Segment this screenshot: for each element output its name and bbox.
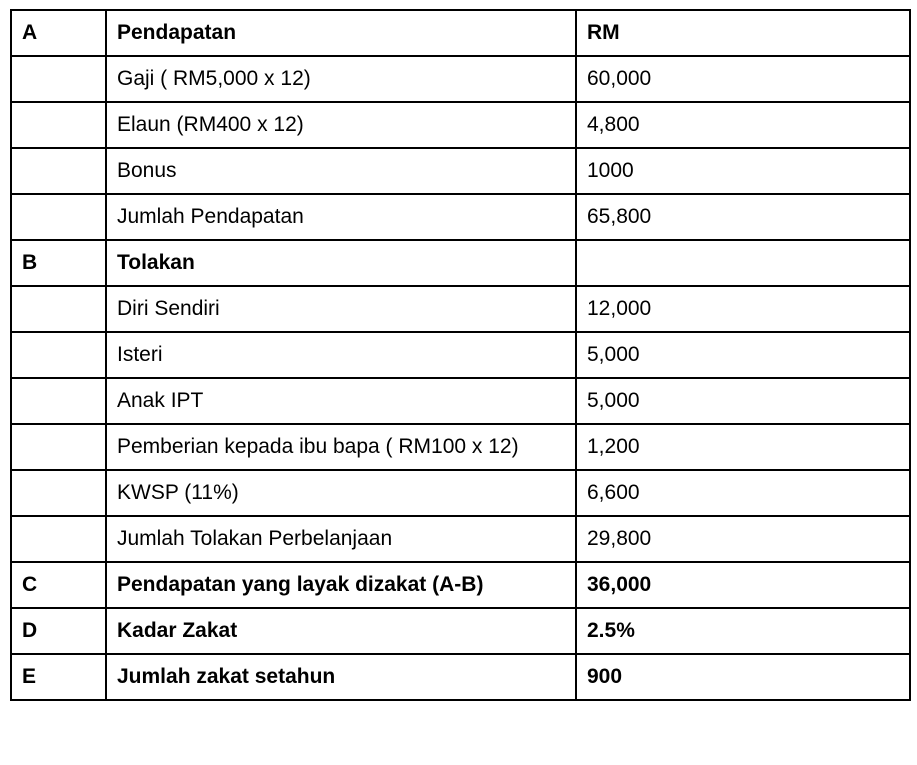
row-code-cell: B [11,240,106,286]
row-value-cell: 1,200 [576,424,910,470]
row-item-cell: Gaji ( RM5,000 x 12) [106,56,576,102]
row-code-cell [11,286,106,332]
table-row [11,286,910,332]
row-value-cell [576,240,910,286]
table-row [11,424,910,470]
row-code-cell [11,424,106,470]
table-row [11,470,910,516]
row-code-cell [11,194,106,240]
table-row [11,10,910,56]
row-value-cell: 29,800 [576,516,910,562]
row-item-cell: Pendapatan yang layak dizakat (A-B) [106,562,576,608]
row-code-cell [11,378,106,424]
row-code-cell: A [11,10,106,56]
table-row [11,240,910,286]
zakat-table-body [11,10,910,700]
table-row [11,516,910,562]
row-value-cell: 36,000 [576,562,910,608]
row-item-cell: Jumlah Pendapatan [106,194,576,240]
table-row [11,332,910,378]
row-item-cell: Anak IPT [106,378,576,424]
row-code-cell [11,516,106,562]
row-item-cell: Pendapatan [106,10,576,56]
row-item-cell: Tolakan [106,240,576,286]
zakat-calculation-table [10,9,911,701]
row-value-cell: 6,600 [576,470,910,516]
row-code-cell: D [11,608,106,654]
row-code-cell [11,470,106,516]
row-code-cell [11,332,106,378]
row-item-cell: Jumlah Tolakan Perbelanjaan [106,516,576,562]
table-row [11,194,910,240]
row-value-cell: 5,000 [576,332,910,378]
row-item-cell: Diri Sendiri [106,286,576,332]
table-row [11,654,910,700]
table-row [11,56,910,102]
row-value-cell: 12,000 [576,286,910,332]
row-item-cell: KWSP (11%) [106,470,576,516]
row-code-cell: E [11,654,106,700]
table-row [11,148,910,194]
row-value-cell: 1000 [576,148,910,194]
table-row [11,378,910,424]
row-item-cell: Bonus [106,148,576,194]
table-row [11,562,910,608]
row-code-cell: C [11,562,106,608]
row-value-cell: 5,000 [576,378,910,424]
row-value-cell: 65,800 [576,194,910,240]
table-row [11,102,910,148]
row-item-cell: Kadar Zakat [106,608,576,654]
row-value-cell: 60,000 [576,56,910,102]
row-value-cell: 2.5% [576,608,910,654]
row-item-cell: Pemberian kepada ibu bapa ( RM100 x 12) [106,424,576,470]
row-value-cell: RM [576,10,910,56]
row-item-cell: Isteri [106,332,576,378]
table-row [11,608,910,654]
row-item-cell: Elaun (RM400 x 12) [106,102,576,148]
row-value-cell: 900 [576,654,910,700]
row-code-cell [11,148,106,194]
row-code-cell [11,56,106,102]
row-value-cell: 4,800 [576,102,910,148]
row-item-cell: Jumlah zakat setahun [106,654,576,700]
row-code-cell [11,102,106,148]
